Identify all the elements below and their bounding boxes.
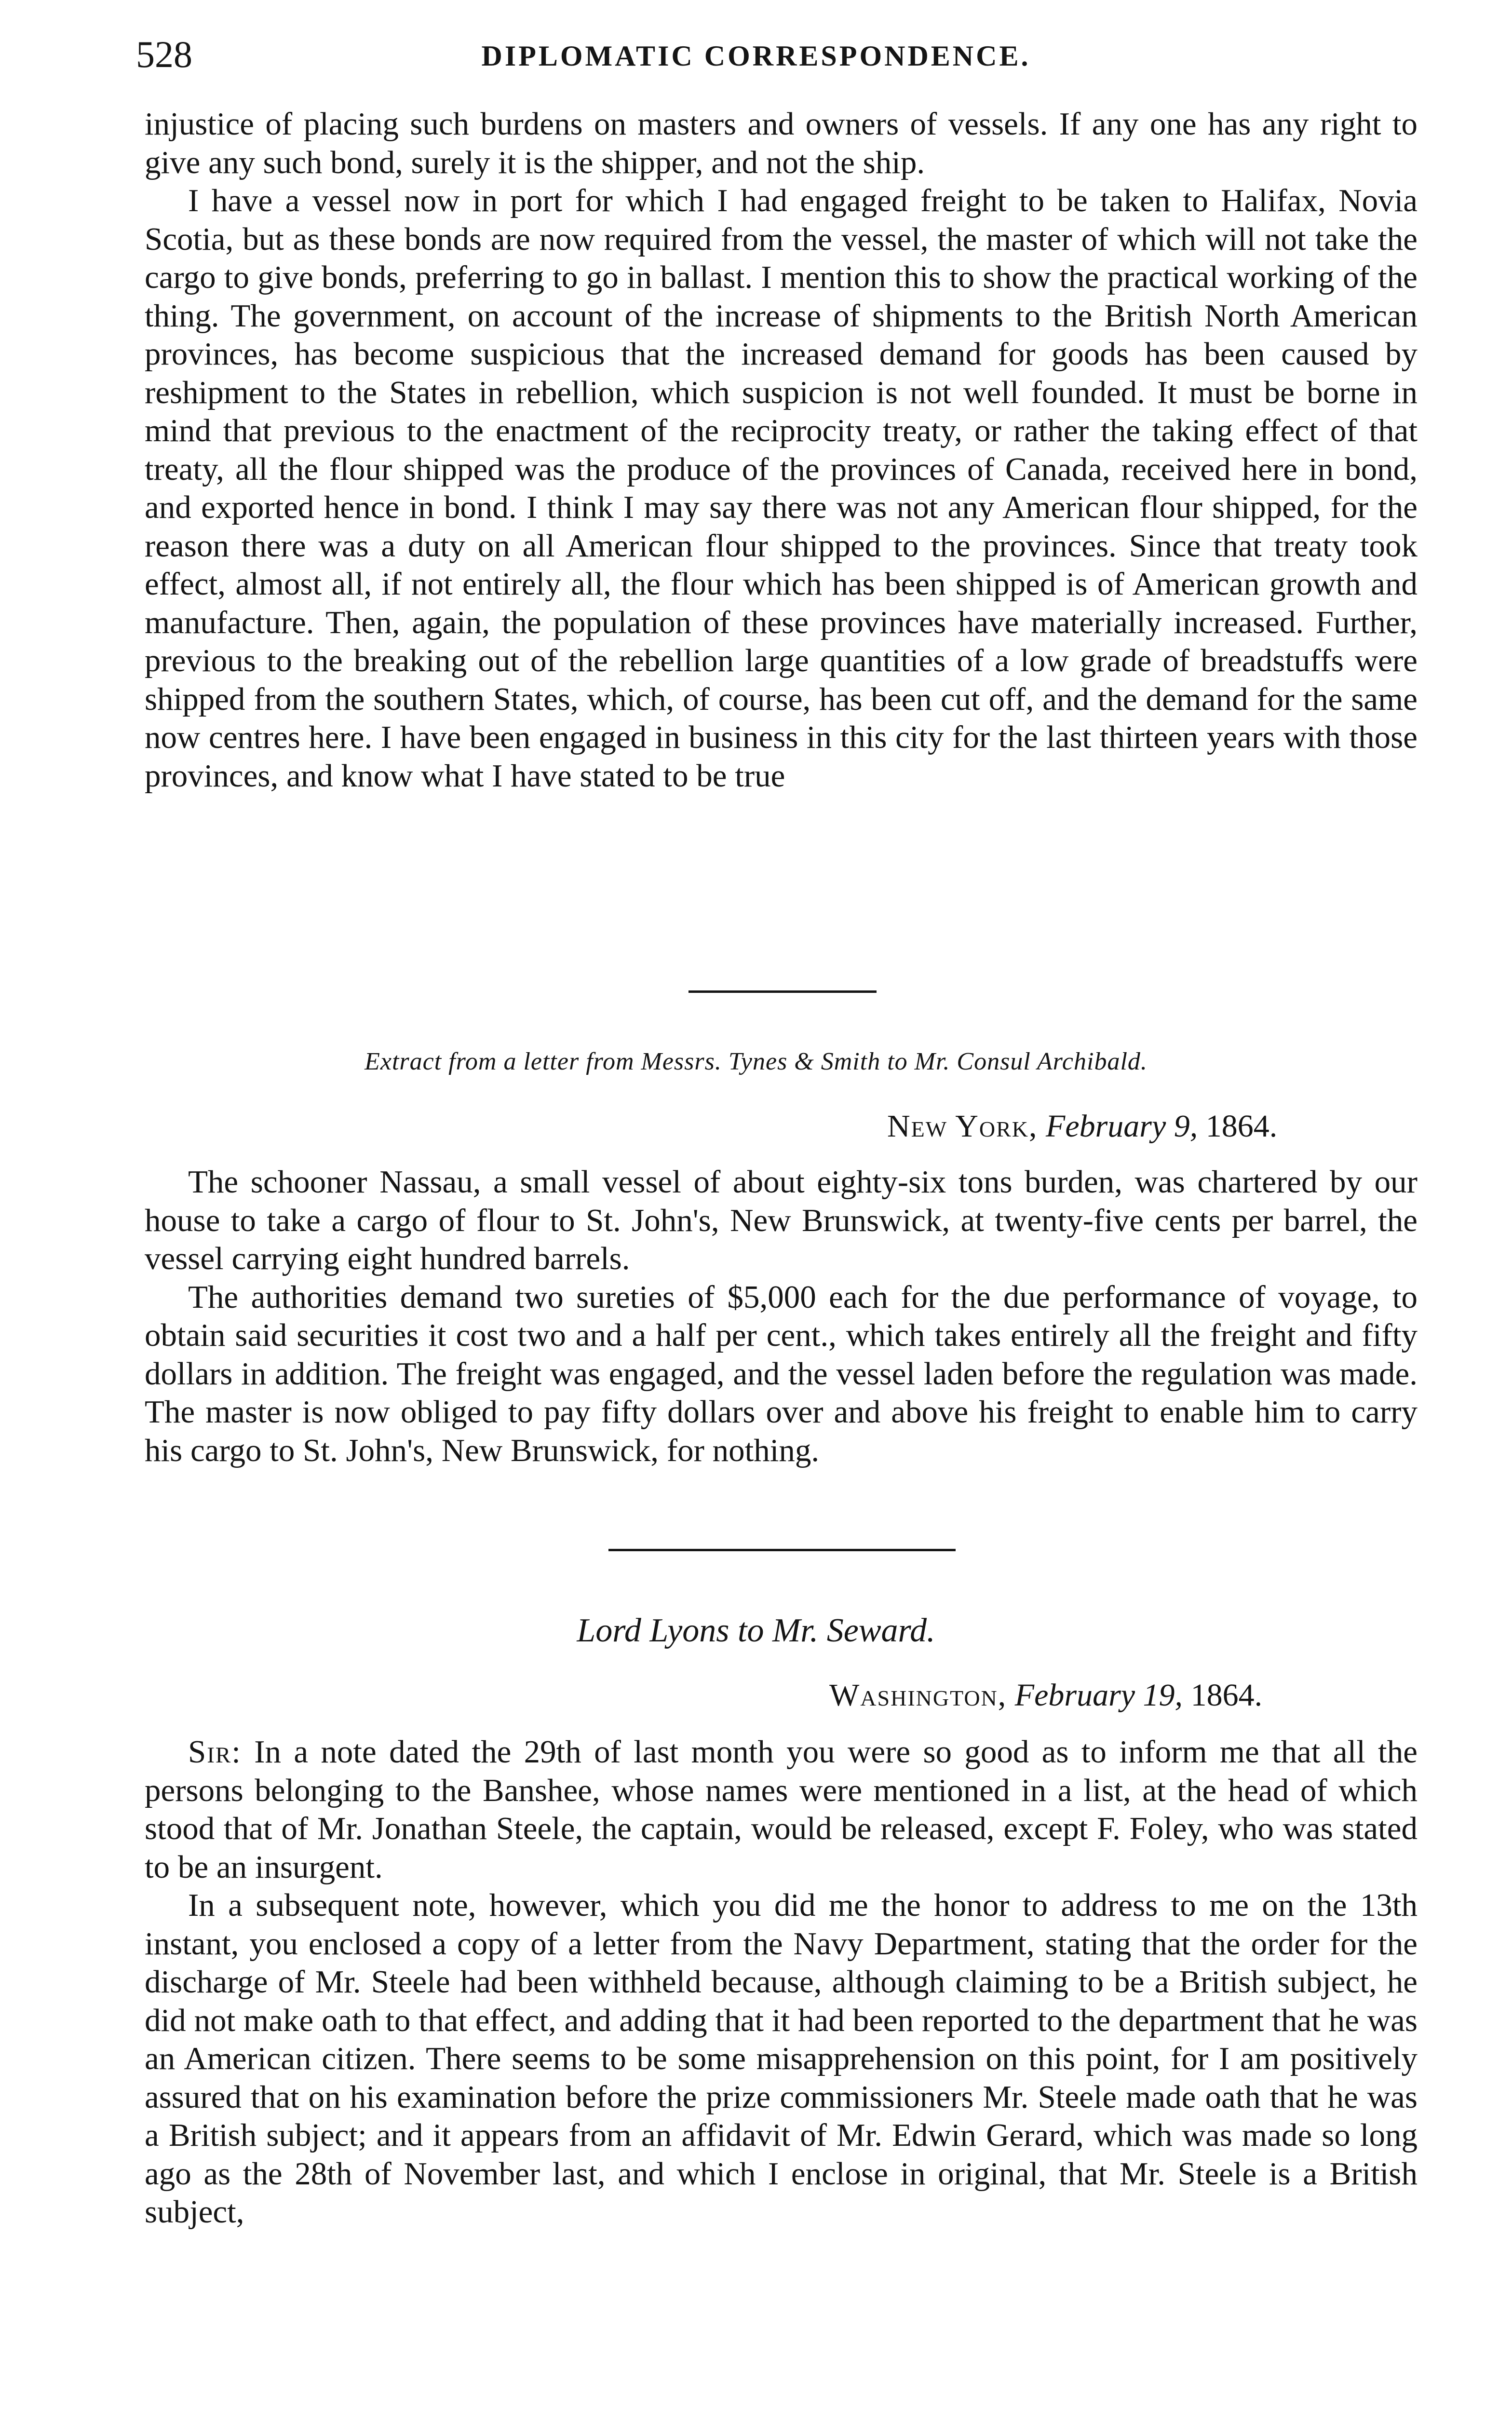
paragraph: The schooner Nassau, a small vessel of about eighty-six tons burden, was chartered by our house to take a cargo of flour to St. John's, New Brunswick, at twenty-five cents per barrel, the vessel carrying eight hundred barrels. (145, 1164, 1418, 1276)
dateline-place: Washington, (829, 1678, 1007, 1713)
letter-body (145, 1733, 1418, 2232)
running-title: DIPLOMATIC CORRESPONDENCE. (481, 40, 1031, 72)
letter-heading: Lord Lyons to Mr. Seward. (577, 1612, 935, 1649)
paragraph: I have a vessel now in port for which I had engaged freight to be taken to Halifax, Novia Scotia, but as these bonds are now required from the vessel, the master of which will not take the cargo to give bonds, preferring to go in ballast. I mention this to show the practical working of the thing. The government, on account of the increase of shipments to the British North American provinces, has become suspicious that the increased demand for goods has been caused by reshipment to the States in rebellion, which suspicion is not well founded. It must be borne in mind that previous to the enactment of the reciprocity treaty, or rather the taking effect of that treaty, all the flour shipped was the produce of the provinces of Canada, received here in bond, and exported hence in bond. I think I may say there was not any American flour shipped, for the reason there was a duty on all American flour shipped to the provinces. Since that treaty took effect, almost all, if not entirely all, the flour which has been shipped is of American growth and manufacture. Then, again, the population of these provinces have materially increased. Further, previous to the breaking out of the rebellion large quantities of a low grade of breadstuffs were shipped from the southern States, which, of course, has been cut off, and the demand for the same now centres here. I have been engaged in business in this city for the last thirteen years with those provinces, and know what I have stated to be true (145, 183, 1418, 794)
page-header (0, 33, 1512, 91)
paragraph (145, 1733, 1418, 1886)
paragraph: In a subsequent note, however, which you did me the honor to address to me on the 13th instant, you enclosed a copy of a letter from the Navy Department, stating that the order for the discharge of Mr. Steele had been withheld because, although claiming to be a British subject, he did not make oath to that effect, and adding that it had been reported to the department that he was an American citizen. There seems to be some misapprehension on this point, for I am positively assured that on his examination before the prize commissioners Mr. Steele made oath that he was a British subject; and it appears from an affidavit of Mr. Edwin Gerard, which was made so long ago as the 28th of November last, and which I enclose in original, that Mr. Steele is a British subject, (145, 1887, 1418, 2230)
dateline-place: New York, (887, 1109, 1038, 1144)
paragraph: injustice of placing such burdens on masters and owners of vessels. If any one has any right to give any such bond, surely it is the shipper, and not the ship. (145, 106, 1418, 180)
dateline-year: 1864. (1190, 1678, 1263, 1713)
dateline (829, 1677, 1262, 1714)
dateline-year: 1864. (1205, 1109, 1278, 1144)
salutation: Sir: (188, 1734, 242, 1770)
section-divider (688, 990, 877, 993)
paragraph-text: In a note dated the 29th of last month you were so good as to inform me that all the persons belonging to the Banshee, whose names were mentioned in a list, at the head of which stood that of Mr. Jonathan Steele, the captain, would be released, except F. Foley, who was stated to be an insurgent. (145, 1734, 1418, 1885)
dateline-month-day: February 19, (1014, 1678, 1183, 1713)
section-continuation (145, 105, 1418, 795)
dateline (887, 1108, 1277, 1145)
extract-body (145, 1163, 1418, 1470)
extract-heading: Extract from a letter from Messrs. Tynes & Smith to Mr. Consul Archibald. (364, 1048, 1148, 1075)
dateline-month-day: February 9, (1046, 1109, 1198, 1144)
page-number: 528 (136, 33, 192, 75)
section-divider (608, 1549, 956, 1551)
paragraph: The authorities demand two sureties of $5,000 each for the due performance of voyage, to obtain said securities it cost two and a half per cent., which takes entirely all the freight and fifty dollars in addition. The freight was engaged, and the vessel laden before the regulation was made. The master is now obliged to pay fifty dollars over and above his freight to enable him to carry his cargo to St. John's, New Brunswick, for nothing. (145, 1279, 1418, 1468)
